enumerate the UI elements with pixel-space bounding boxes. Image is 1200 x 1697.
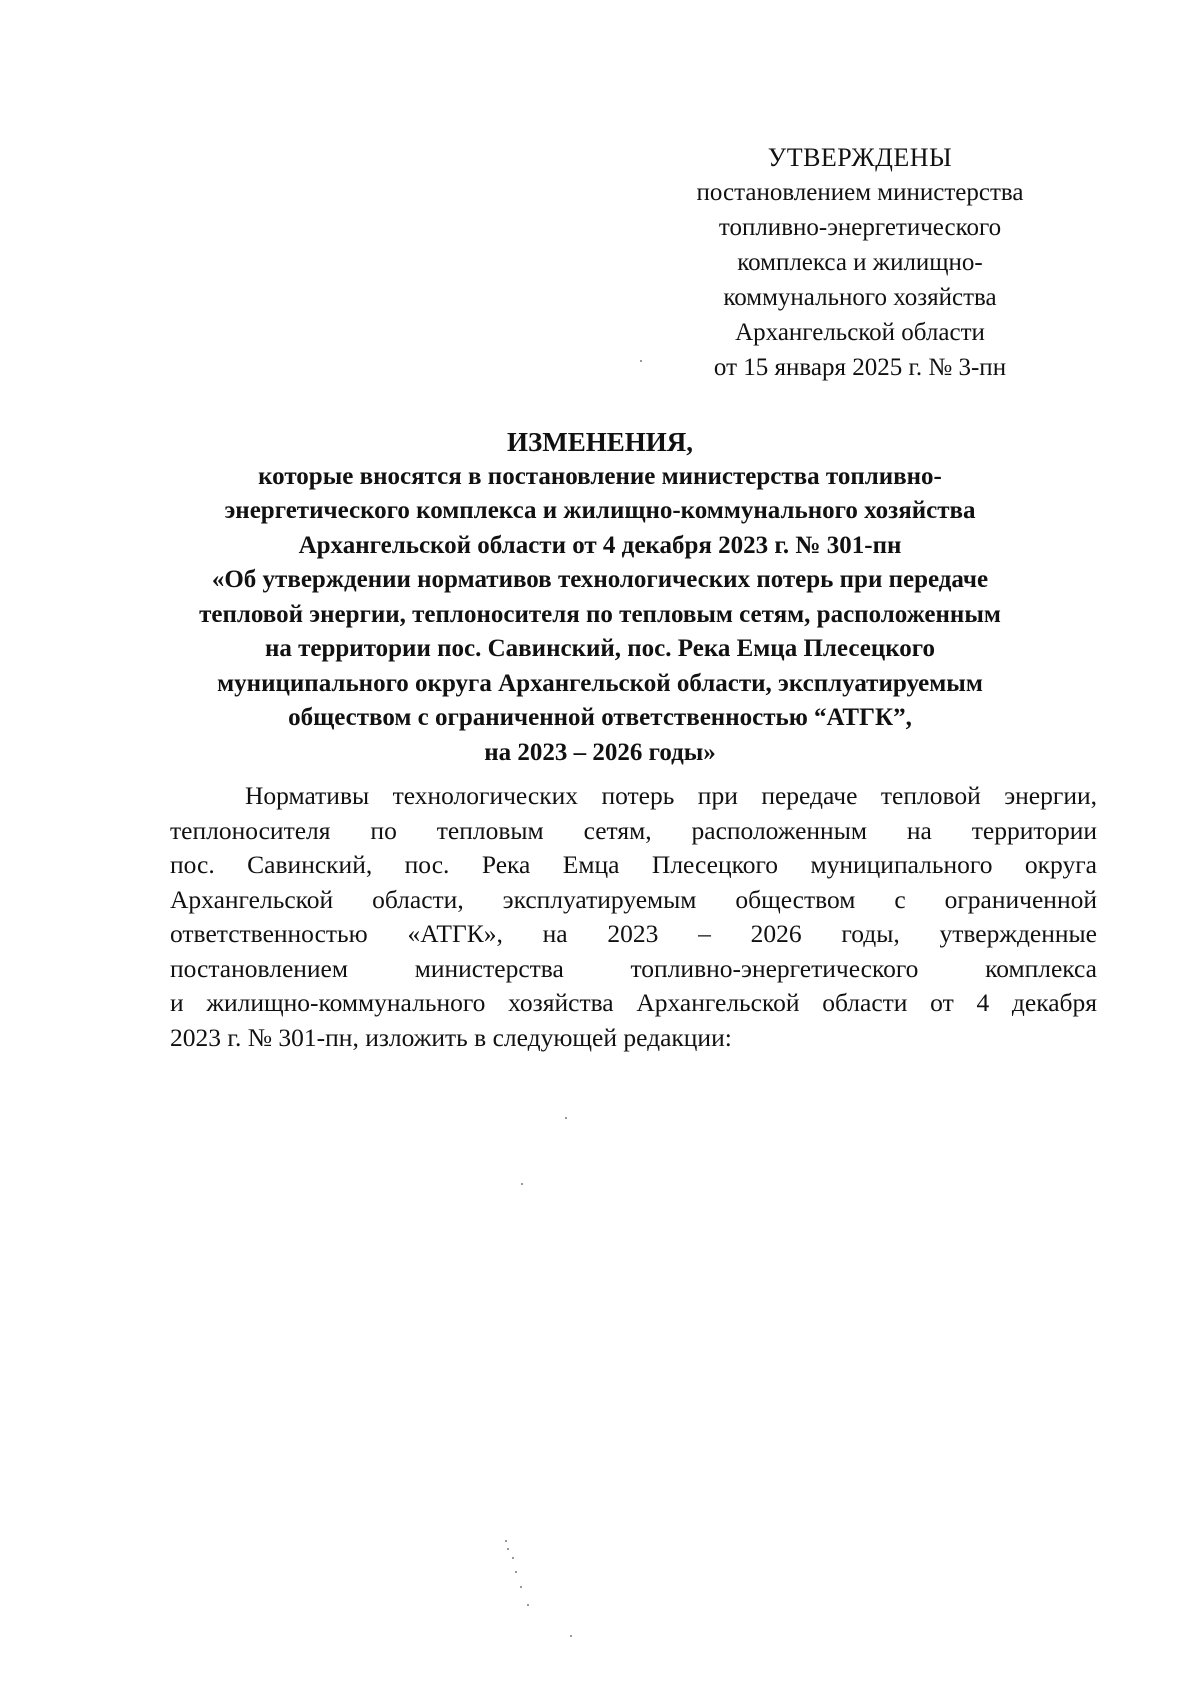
approval-line: постановлением министерства [696,179,1024,206]
title-line: Архангельской области от 4 декабря 2023 г. № 301-пн [298,531,902,559]
scan-speck [570,1635,572,1637]
body-line: Нормативы технологических потерь при передаче тепловой энергии, [245,781,1097,810]
scan-speck [640,360,642,362]
body-line: пос. Савинский, пос. Река Емца Плесецкого муниципального округа [170,850,1097,879]
body-line: постановлением министерства топливно-энергетического комплекса [170,953,1097,983]
approval-heading: УТВЕРЖДЕНЫ [767,143,953,172]
scan-speck [521,1183,523,1185]
title-line: энергетического комплекса и жилищно-коммунального хозяйства [224,497,976,524]
title-line: тепловой энергии, теплоносителя по тепловым сетям, расположенным [199,600,1001,628]
body-paragraph [170,779,1097,1055]
approval-stamp [660,140,1060,385]
title-line: которые вносятся в постановление министерства топливно- [258,462,942,490]
title-line: на территории пос. Савинский, пос. Река Емца Плесецкого [264,635,936,662]
scan-speck [527,1604,529,1606]
scan-speck [520,1586,522,1588]
scan-speck [505,1540,507,1542]
title-line: на 2023 – 2026 годы» [484,738,716,766]
approval-line: комплекса и жилищно- [737,249,983,276]
title-line: обществом с ограниченной ответственностью “АТГК”, [288,704,912,731]
scan-speck [565,1117,567,1119]
scan-speck [515,1571,517,1573]
body-line: теплоносителя по тепловым сетям, расположенным на территории [170,815,1097,845]
title-heading: ИЗМЕНЕНИЯ, [506,427,693,457]
approval-line: топливно-энергетического [718,214,1002,241]
body-line: и жилищно-коммунального хозяйства Архангельской области от 4 декабря [170,988,1097,1017]
body-line: Архангельской области, эксплуатируемым обществом с ограниченной [170,884,1097,914]
approval-line: от 15 января 2025 г. № 3-пн [713,354,1007,381]
title-line: «Об утверждении нормативов технологических потерь при передаче [211,566,989,593]
approval-line: коммунального хозяйства [723,284,997,311]
body-line: ответственностью «АТГК», на 2023 – 2026 годы, утвержденные [170,919,1097,948]
document-title [150,425,1050,770]
body-line: 2023 г. № 301-пн, изложить в следующей редакции: [170,1022,732,1052]
approval-line: Архангельской области [735,319,985,346]
scan-speck [512,1557,514,1559]
scan-speck [507,1548,509,1550]
title-line: муниципального округа Архангельской области, эксплуатируемым [217,669,983,697]
